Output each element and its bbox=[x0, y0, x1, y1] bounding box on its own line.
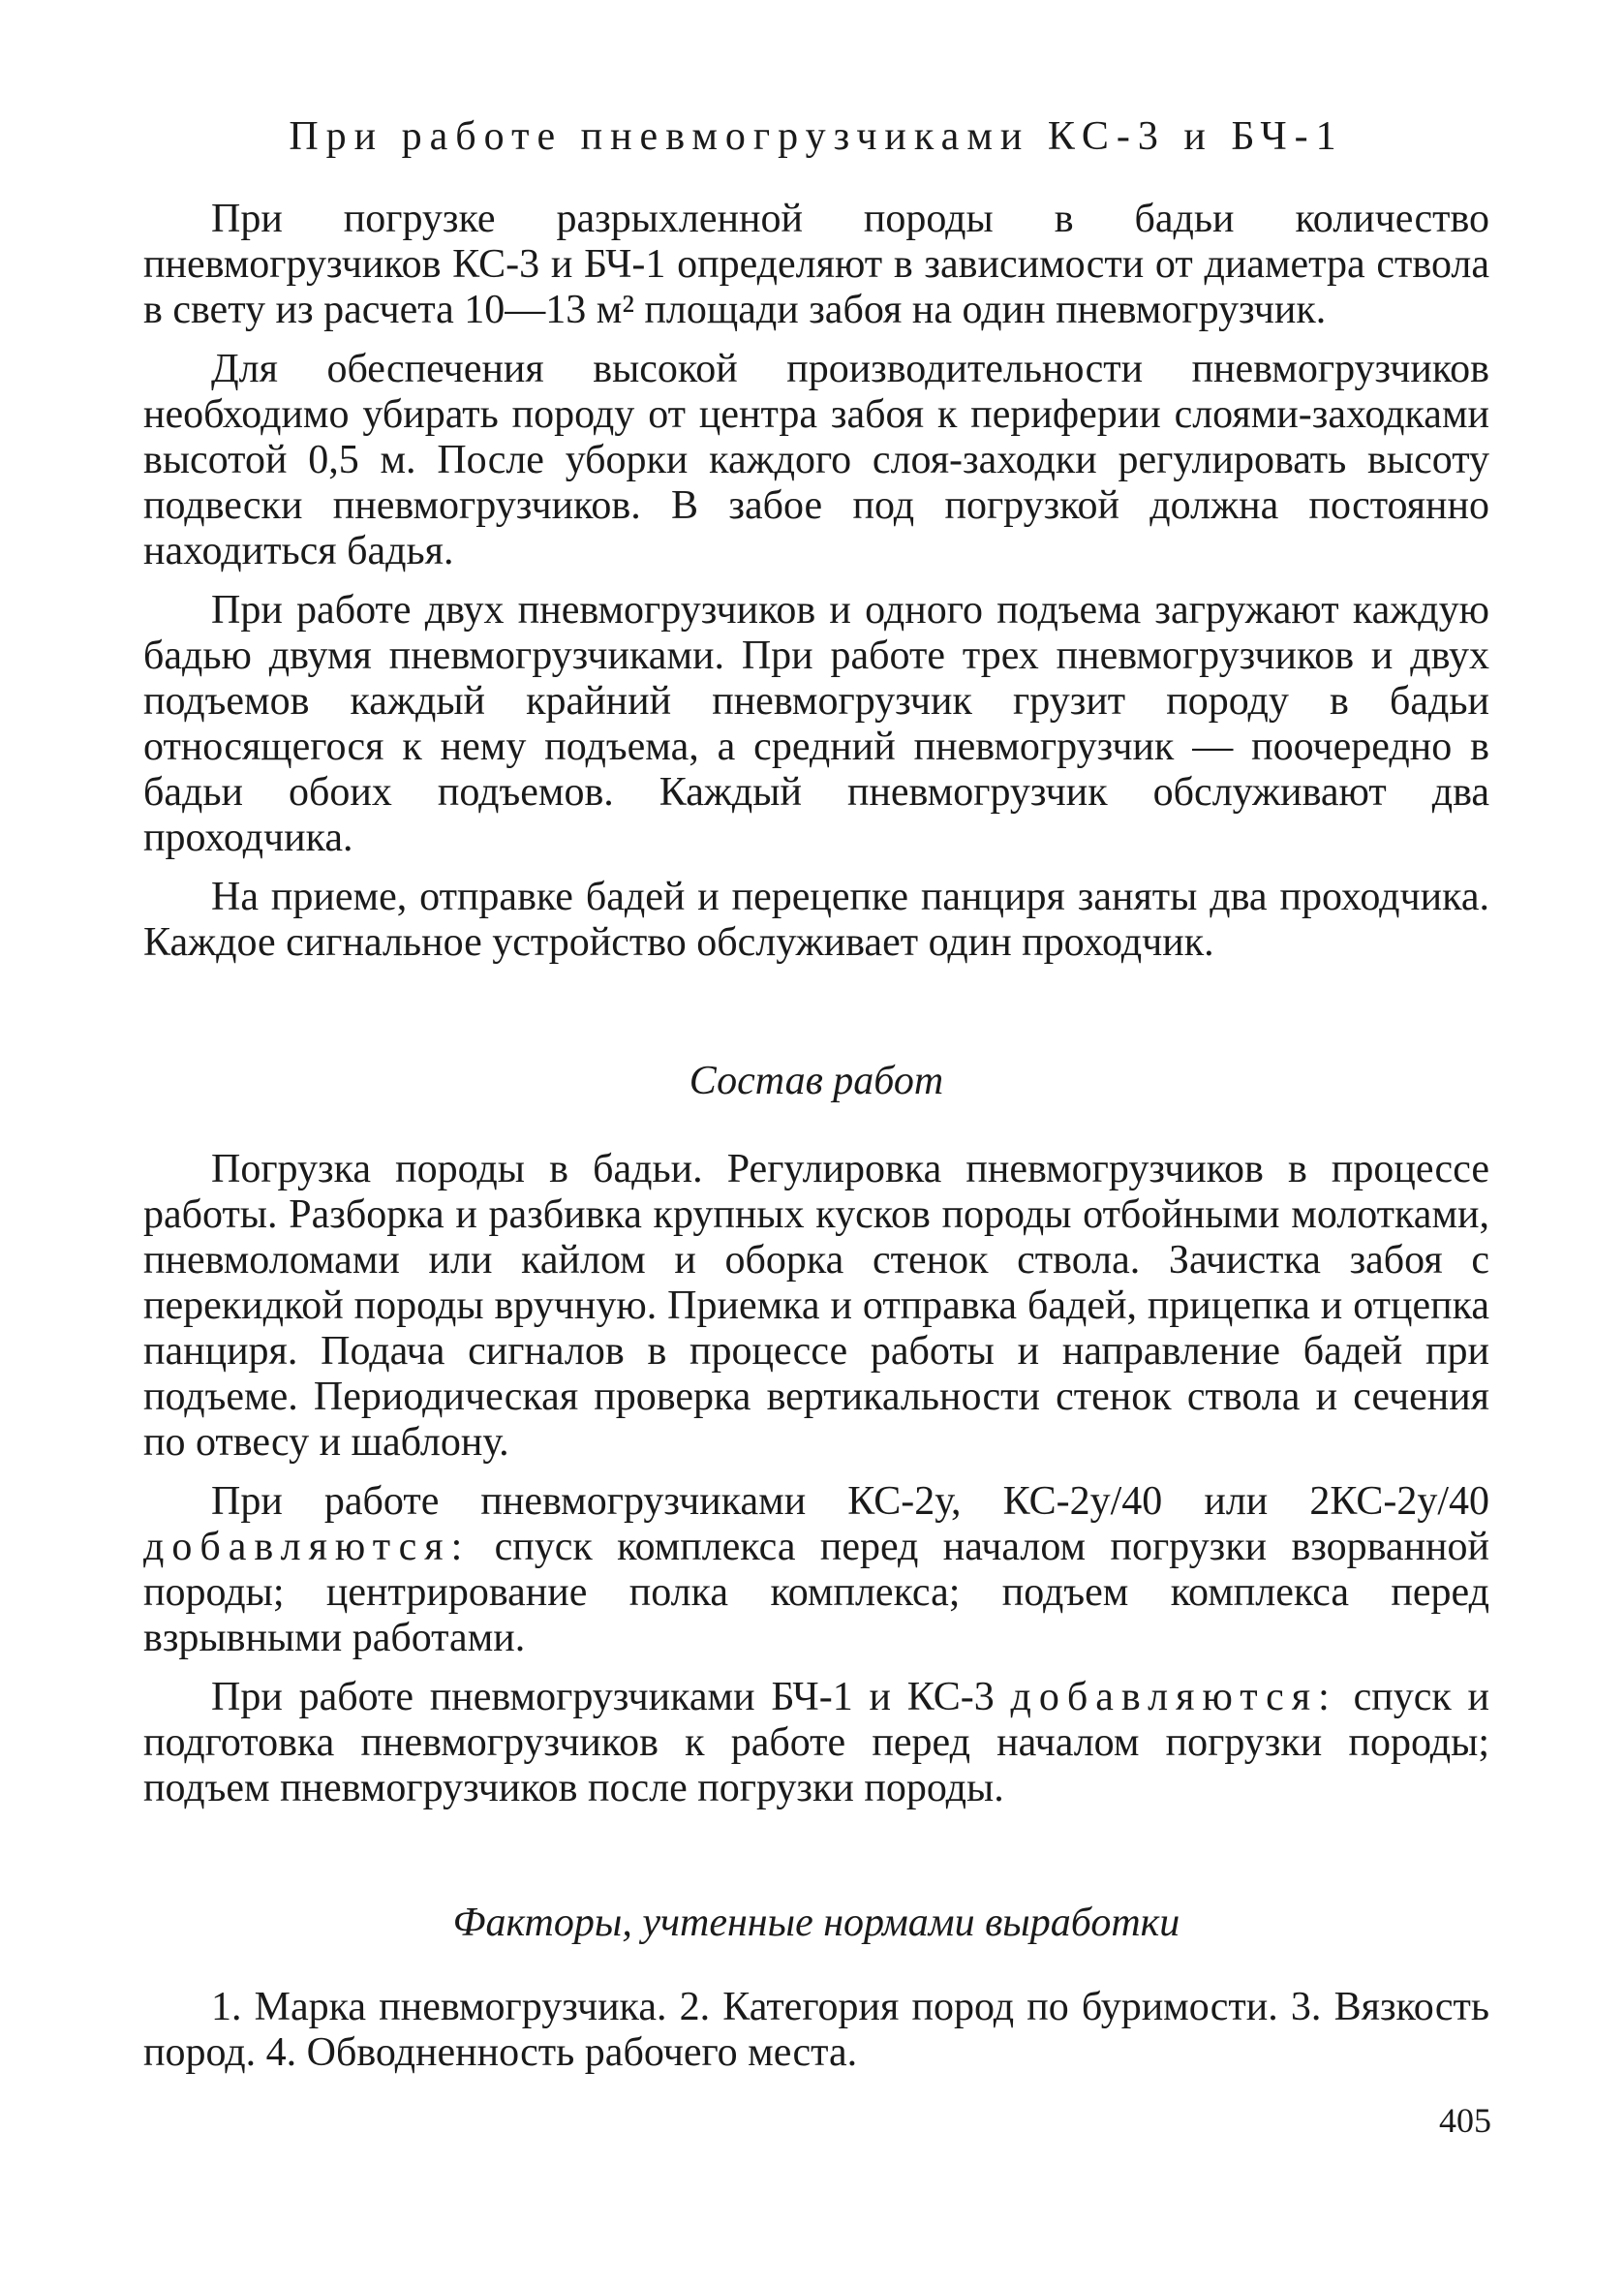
paragraph: Погрузка породы в бадьи. Регулировка пневмогрузчиков в процессе работы. Разборка и разбивка крупных кусков породы отбойными молотками, пневмоломами или кайлом и оборка стенок ствола. Зачистка забоя с перекидкой породы вручную. Приемка и отправка бадей, прицепка и отцепка панциря. Подача сигналов в процессе работы и направление бадей при подъеме. Периодическая проверка вертикальности стенок ствола и сечения по отвесу и шаблону. bbox=[143, 1147, 1489, 1465]
page-number: 405 bbox=[1439, 2101, 1491, 2140]
paragraph: При погрузке разрыхленной породы в бадьи количество пневмогрузчиков КС-3 и БЧ-1 определяют в зависимости от диаметра ствола в свету из расчета 10—13 м² площади забоя на один пневмогрузчик. bbox=[143, 197, 1489, 332]
paragraph: Для обеспечения высокой производительности пневмогрузчиков необходимо убирать породу от центра забоя к периферии слоями-заходками высотой 0,5 м. После уборки каждого слоя-заходки регулировать высоту подвески пневмогрузчиков. В забое под погрузкой должна постоянно находиться бадья. bbox=[143, 347, 1489, 573]
section-heading-kc3: При работе пневмогрузчиками КС-3 и БЧ-1 bbox=[289, 114, 1344, 159]
paragraph-text: При работе пневмогрузчиками БЧ-1 и КС-3 bbox=[211, 1675, 995, 1719]
paragraph: На приеме, отправке бадей и перецепке панциря заняты два проходчика. Каждое сигнальное устройство обслуживает один проходчик. bbox=[143, 875, 1489, 965]
paragraph: 1. Марка пневмогрузчика. 2. Категория пород по буримости. 3. Вязкость пород. 4. Обводненность рабочего места. bbox=[143, 1985, 1489, 2075]
section-heading-factors: Факторы, учтенные нормами выработки bbox=[452, 1901, 1180, 1945]
emphasized-word: добавляются: bbox=[143, 1525, 471, 1569]
page-body bbox=[143, 114, 1489, 2089]
emphasized-word: добавляются: bbox=[1010, 1675, 1337, 1719]
paragraph bbox=[143, 1675, 1489, 1811]
paragraph bbox=[143, 1479, 1489, 1661]
paragraph-text: спуск и подготовка пневмогрузчиков к работе перед началом погрузки породы; подъем пневмогрузчиков после погрузки породы. bbox=[143, 1675, 1490, 1810]
paragraph: При работе двух пневмогрузчиков и одного подъема загружают каждую бадью двумя пневмогрузчиками. При работе трех пневмогрузчиков и двух подъемов каждый крайний пневмогрузчик грузит породу в бадьи относящегося к нему подъема, а средний пневмогрузчик — поочередно в бадьи обоих подъемов. Каждый пневмогрузчик обслуживают два проходчика. bbox=[143, 588, 1489, 860]
paragraph-text: При работе пневмогрузчиками КС-2у, КС-2у/40 или 2КС-2у/40 bbox=[211, 1479, 1489, 1524]
section-heading-work: Состав работ bbox=[689, 1059, 944, 1103]
paragraph-text: спуск комплекса перед началом погрузки взорванной породы; центрирование полка комплекса; подъем комплекса перед взрывными работами. bbox=[143, 1525, 1489, 1660]
